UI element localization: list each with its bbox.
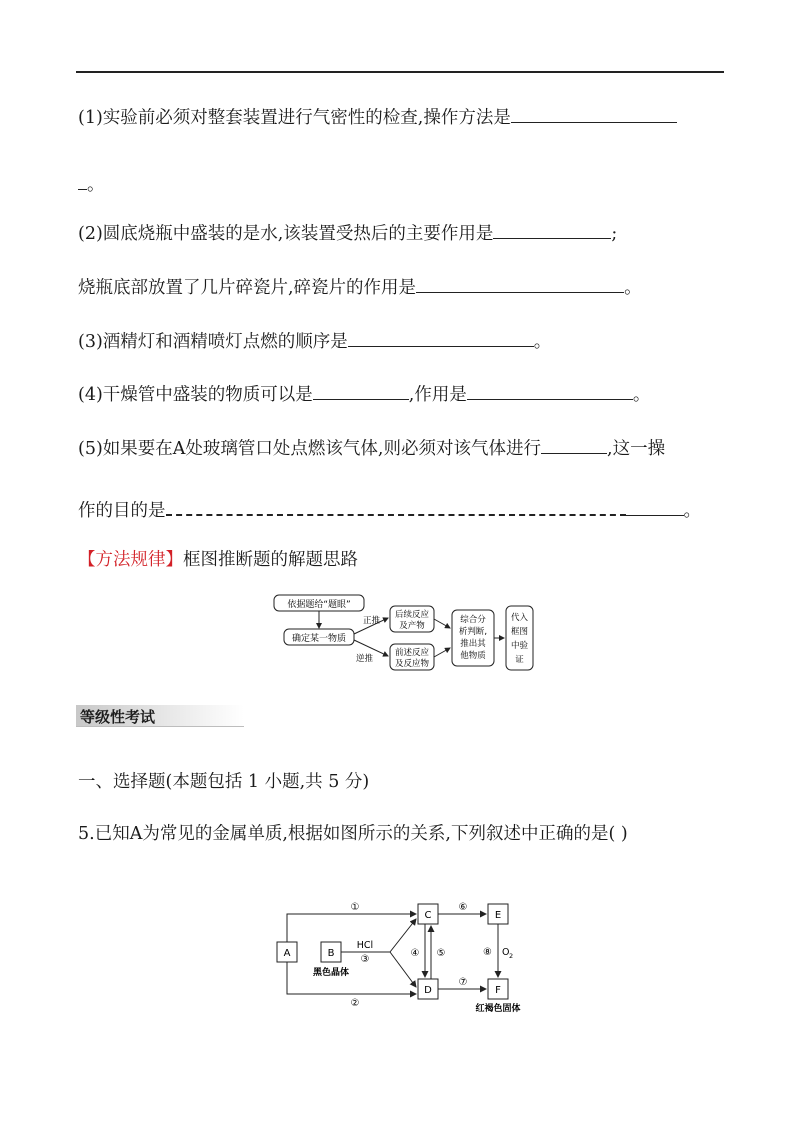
method-title: 框图推断题的解题思路 (183, 550, 358, 570)
question-5-line-2 (78, 498, 701, 523)
flow-forward-label: 正推 (363, 616, 381, 626)
reaction-2-label: ② (350, 998, 360, 1009)
flow-forward-text-2: 及产物 (399, 621, 425, 631)
flow-verify-text-2: 框图 (510, 627, 529, 637)
question-1-text: (1)实验前必须对整套装置进行气密性的检查,操作方法是 (78, 108, 511, 128)
question-4-end: 。 (632, 385, 651, 405)
method-tag: 【方法规律】 (78, 550, 183, 570)
part-heading: 一、选择题(本题包括 1 小题,共 5 分) (78, 772, 370, 792)
flow-verify-text-4: 证 (515, 655, 524, 665)
question-5-line-end: ,这一操 (607, 439, 666, 459)
arrow-a-to-d (287, 962, 416, 994)
node-f-caption: 红褐色固体 (475, 1004, 521, 1014)
arrow-a-to-c (287, 914, 416, 942)
answer-blank (513, 222, 611, 239)
hcl-label: HCl (356, 940, 374, 951)
question-3-text: (3)酒精灯和酒精喷灯点燃的顺序是 (78, 332, 348, 352)
node-b-label: B (327, 948, 335, 959)
question-3-end: 。 (533, 332, 552, 352)
node-c-label: C (424, 910, 432, 921)
flow-analyze-text-2: 析判断, (458, 627, 488, 637)
flow-arrow (434, 648, 450, 657)
question-1 (78, 106, 677, 130)
answer-blank (511, 106, 531, 123)
question-2 (78, 222, 617, 246)
section-banner (76, 705, 246, 726)
answer-blank (78, 173, 87, 190)
answer-blank (531, 106, 677, 123)
answer-blank (313, 383, 409, 400)
answer-blank (493, 222, 513, 239)
method-heading (78, 548, 358, 572)
question-5-text: (5)如果要在A处玻璃管口处点燃该气体,则必须对该气体进行 (78, 439, 541, 459)
question-3 (78, 330, 551, 354)
flow-backward-text-1: 前述反应 (394, 648, 430, 658)
question-2-line-2 (78, 276, 642, 300)
o2-label: O (502, 947, 510, 958)
answer-blank (166, 498, 626, 516)
flow-analyze-text-1: 综合分 (460, 615, 486, 625)
reaction-7-label: ⑦ (458, 977, 468, 988)
flow-start-text: 依据题给“题眼” (287, 600, 351, 610)
answer-blank (416, 276, 436, 293)
answer-blank (436, 276, 624, 293)
reaction-8-label: ⑧ (483, 947, 492, 958)
node-a-label: A (283, 948, 291, 959)
flow-verify-text-3: 中验 (510, 641, 529, 651)
question-2-text: (2)圆底烧瓶中盛装的是水,该装置受热后的主要作用是 (78, 224, 494, 244)
reaction-3-label: ③ (360, 954, 370, 965)
answer-blank (599, 383, 633, 400)
question-5-line-2-end: 。 (683, 501, 701, 521)
question-5-line-2-text: 作的目的是 (78, 501, 166, 521)
node-f-label: F (495, 985, 501, 996)
answer-blank (467, 383, 599, 400)
question-2-semicolon: ; (611, 224, 618, 244)
node-b-caption: 黑色晶体 (312, 968, 350, 978)
question-4-mid: ,作用是 (408, 385, 467, 405)
o2-subscript: 2 (509, 952, 514, 960)
question-2-line-2-end: 。 (624, 278, 642, 298)
top-rule (76, 71, 724, 73)
section-title: 等级性考试 (80, 708, 156, 726)
flow-determine-text: 确定某一物质 (291, 634, 347, 644)
question-1-end: 。 (87, 175, 105, 195)
method-flowchart (270, 592, 535, 674)
flow-forward-text-1: 后续反应 (394, 610, 430, 620)
answer-blank (626, 499, 684, 516)
reaction-6-label: ⑥ (458, 902, 468, 913)
answer-blank (541, 437, 607, 454)
reaction-diagram (270, 895, 540, 1020)
question-5 (78, 437, 665, 461)
question-4 (78, 383, 650, 407)
reaction-4-label: ④ (410, 948, 420, 959)
reaction-1-label: ① (350, 902, 360, 913)
reaction-5-label: ⑤ (436, 948, 446, 959)
flow-backward-text-2: 及反应物 (394, 659, 430, 669)
question-4-text: (4)干燥管中盛装的物质可以是 (78, 385, 313, 405)
question-5-stem: 5.已知A为常见的金属单质,根据如图所示的关系,下列叙述中正确的是( ) (78, 824, 628, 844)
flow-analyze-text-3: 推出其 (460, 639, 486, 649)
question-2-line-2-text: 烧瓶底部放置了几片碎瓷片,碎瓷片的作用是 (78, 278, 417, 298)
question-1-continuation (78, 173, 105, 197)
node-e-label: E (494, 910, 502, 921)
node-d-label: D (424, 985, 432, 996)
answer-blank (348, 330, 534, 347)
flow-arrow (434, 619, 450, 628)
flow-verify-text-1: 代入 (510, 613, 529, 623)
flow-backward-label: 逆推 (356, 654, 374, 664)
flow-analyze-text-4: 他物质 (460, 651, 486, 661)
